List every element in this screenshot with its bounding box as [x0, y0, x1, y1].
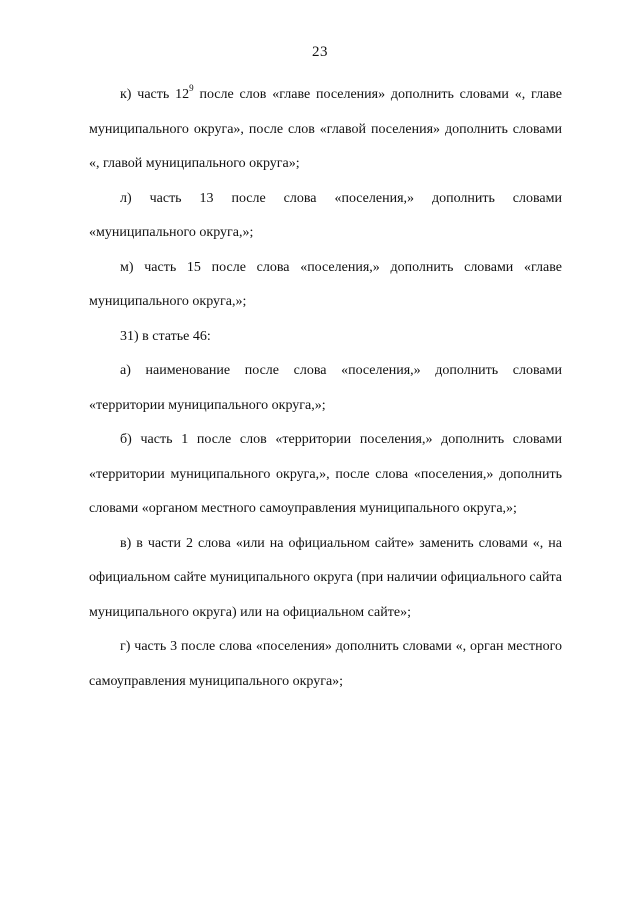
paragraph-31: 31) в статье 46: — [120, 328, 211, 344]
page-number: 23 — [312, 44, 328, 60]
paragraph-v: в) в части 2 слова «или на официальном сайте» заменить словами «, на официальном сайте муниципального округа (при наличии официального сайта муниципального округа) или на официальном сайте»; — [89, 535, 562, 620]
paragraph-b: б) часть 1 после слов «территории поселения,» дополнить словами «территории муниципального округа,», после слова «поселения,» дополнить словами «органом местного самоуправления муниципального округа,»; — [89, 432, 562, 516]
paragraph-k-text-start: к) часть 12 — [120, 87, 190, 102]
paragraph-k-text-end: после слов «главе поселения» дополнить словами «, главе муниципального округа», после слов «главой поселения» дополнить словами «, главой муниципального округа»; — [89, 87, 563, 171]
paragraph-a: а) наименование после слова «поселения,» дополнить словами «территории муниципального округа,»; — [89, 363, 562, 413]
paragraph-g: г) часть 3 после слова «поселения» дополнить словами «, орган местного самоуправления муниципального округа»; — [89, 639, 562, 689]
superscript: 9 — [189, 83, 194, 93]
paragraph-l: л) часть 13 после слова «поселения,» дополнить словами «муниципального округа,»; — [89, 190, 562, 240]
document-body — [89, 78, 562, 699]
paragraph-k — [89, 78, 562, 182]
paragraph-m: м) часть 15 после слова «поселения,» дополнить словами «главе муниципального округа,»; — [89, 259, 562, 309]
